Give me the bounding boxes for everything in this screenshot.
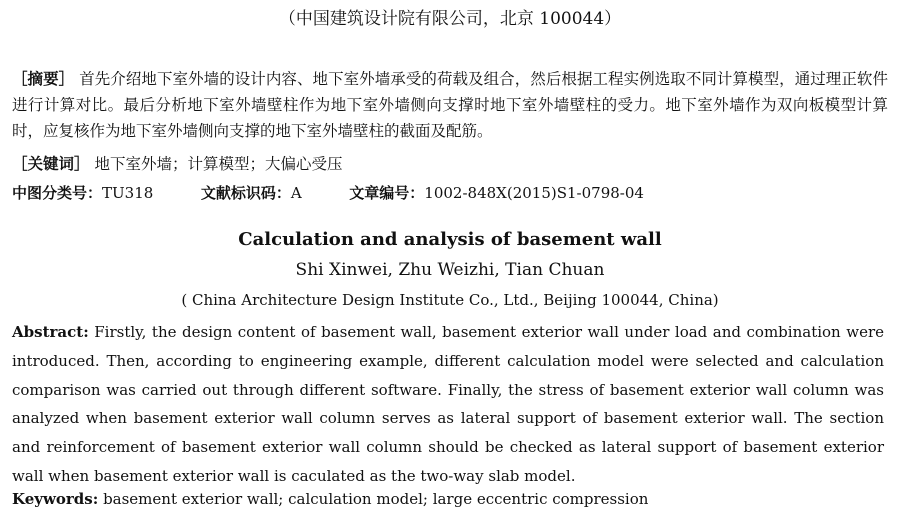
authors-en: Shi Xinwei, Zhu Weizhi, Tian Chuan bbox=[295, 260, 605, 280]
abstract-cn bbox=[12, 66, 888, 144]
abstract-en: Abstract: Firstly, the design content of basement wall, basement exterior wall under load and combination were introduced. Then, according to engineering example, different calculation model were selected and calculation comparison was carried out through different software. Finally, the stress of basement exterior wall column was analyzed when basement exterior wall column serves as lateral support of basement exterior wall. The section and reinforcement of basement exterior wall column should be checked as lateral support of basement exterior wall when basement exterior wall is caculated as the two-way slab model. bbox=[12, 323, 884, 485]
article-no-value: 1002-848X(2015)S1-0798-04 bbox=[424, 184, 644, 202]
clc-value: TU318 bbox=[102, 184, 154, 202]
keywords-cn-text: 地下室外墙；计算模型；大偏心受压 bbox=[94, 155, 343, 173]
affiliation-en: ( China Architecture Design Institute Co., Ltd., Beijing 100044, China) bbox=[181, 291, 719, 309]
doc-code-value: A bbox=[290, 184, 302, 202]
abstract-en-label: Abstract bbox=[12, 323, 84, 341]
doc-code-label: 文献标识码： bbox=[200, 184, 291, 202]
title-en: Calculation and analysis of basement wall bbox=[238, 229, 662, 250]
keywords-cn-label: ［关键词］ bbox=[12, 154, 90, 173]
abstract-en-text: Firstly, the design content of basement wall, basement exterior wall under load and combination were introduced. Then, according to engineering example, different calculation model were selected and calculation comparison was carried out through different software. Finally, the stress of basement exterior wall column was analyzed when basement exterior wall column serves as lateral support of basement exterior wall. The section and reinforcement of basement exterior wall column should be checked as lateral support of basement exterior wall when basement exterior wall is caculated as the two-way slab model. bbox=[12, 323, 884, 485]
keywords-en-label: Keywords bbox=[12, 490, 93, 508]
article-no-label: 文章编号： bbox=[349, 184, 425, 202]
abstract-cn-label: ［摘要］ bbox=[12, 69, 75, 88]
keywords-cn bbox=[12, 152, 342, 174]
keywords-en: Keywords: basement exterior wall; calculation model; large eccentric compression bbox=[12, 490, 649, 508]
affiliation-cn: （中国建筑设计院有限公司，北京 100044） bbox=[278, 9, 622, 29]
abstract-cn-text: 首先介绍地下室外墙的设计内容、地下室外墙承受的荷载及组合，然后根据工程实例选取不同计算模型，通过理正软件进行计算对比。最后分析地下室外墙壁柱作为地下室外墙侧向支撑时地下室外墙壁柱的受力。地下室外墙作为双向板模型计算时，应复核作为地下室外墙侧向支撑的地下室外墙壁柱的截面及配筋。 bbox=[12, 70, 888, 140]
clc-label: 中图分类号： bbox=[12, 184, 103, 202]
article-meta bbox=[12, 182, 644, 203]
keywords-en-text: basement exterior wall; calculation model; large eccentric compression bbox=[103, 490, 649, 508]
